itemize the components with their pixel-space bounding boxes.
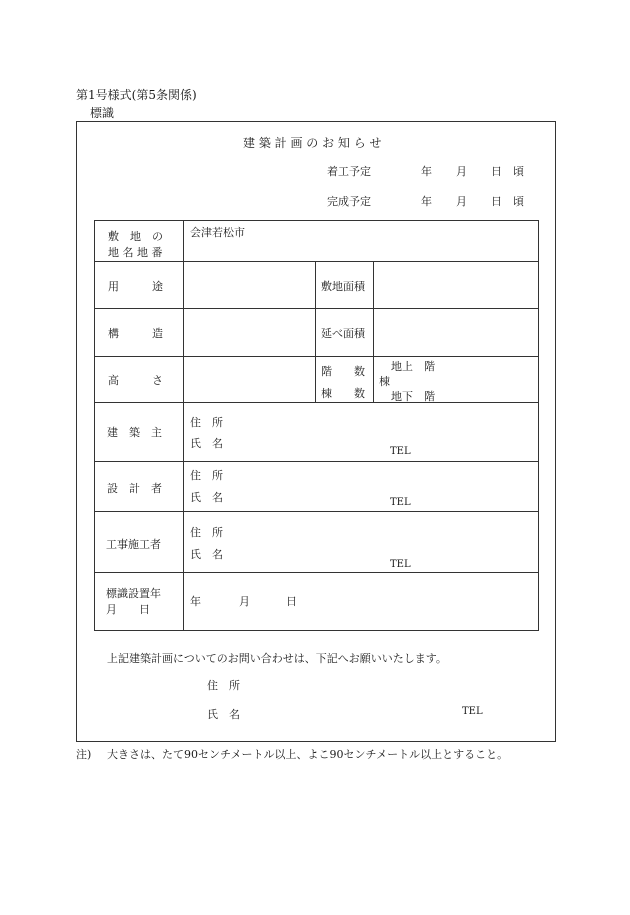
contractor-name-label: 氏 名	[190, 548, 223, 561]
designer-address-label: 住 所	[190, 469, 223, 482]
date-year: 年	[190, 595, 201, 608]
start-year: 年	[421, 165, 432, 178]
footnote-label: 注)	[76, 748, 92, 761]
contractor-label: 工事施工者	[106, 538, 161, 551]
table-row	[95, 512, 539, 573]
contact-tel-label: TEL	[462, 706, 483, 717]
contact-address-label: 住 所	[207, 679, 240, 692]
site-value-cell	[184, 221, 539, 262]
contact-name-label: 氏 名	[207, 708, 240, 721]
use-value-cell	[184, 262, 316, 309]
owner-tel-label: TEL	[390, 446, 411, 457]
info-table	[94, 220, 539, 631]
site-label-line2: 地 名 地 番	[108, 246, 163, 259]
designer-label: 設 計 者	[107, 482, 162, 495]
complete-label: 完成予定	[327, 195, 371, 208]
building-count: 棟	[379, 375, 390, 388]
date-month: 月	[239, 595, 250, 608]
footnote-text: 大きさは、たて90センチメートル以上、よこ90センチメートル以上とすること。	[107, 748, 509, 761]
sign-label: 標識	[90, 106, 115, 120]
form-number: 第1号様式(第5条関係)	[76, 88, 197, 102]
start-month: 月	[456, 165, 467, 178]
floors-label: 階 数	[321, 365, 365, 378]
floor-area-value-cell	[374, 309, 539, 357]
table-row	[95, 462, 539, 512]
site-area-value-cell	[374, 262, 539, 309]
site-area-label: 敷地面積	[321, 280, 365, 293]
complete-year: 年	[421, 195, 432, 208]
owner-address-label: 住 所	[190, 416, 223, 429]
table-row	[95, 262, 539, 309]
date-day: 日	[286, 595, 297, 608]
contractor-tel-label: TEL	[390, 559, 411, 570]
owner-name-label: 氏 名	[190, 437, 223, 450]
site-label-line1: 敷 地 の	[108, 230, 163, 243]
site-value: 会津若松市	[190, 226, 245, 239]
height-value-cell	[184, 357, 316, 403]
complete-day: 日 頃	[491, 195, 524, 208]
sign-title: 建 築 計 画 の お 知 ら せ	[243, 136, 382, 150]
date-label-line1: 標識設置年	[106, 587, 161, 600]
structure-label: 構 造	[108, 327, 163, 340]
table-row	[95, 309, 539, 357]
start-label: 着工予定	[327, 165, 371, 178]
floor-area-label: 延べ面積	[321, 327, 365, 340]
buildings-label: 棟 数	[321, 387, 365, 400]
designer-name-label: 氏 名	[190, 491, 223, 504]
table-row	[95, 357, 539, 403]
height-label: 高 さ	[108, 374, 163, 387]
table-row	[95, 221, 539, 262]
site-label-cell	[95, 221, 184, 262]
start-day: 日 頃	[491, 165, 524, 178]
above-ground: 地上 階	[391, 360, 435, 373]
below-ground: 地下 階	[391, 390, 435, 403]
contact-notice: 上記建築計画についてのお問い合わせは、下記へお願いいたします。	[107, 652, 447, 665]
table-row	[95, 403, 539, 462]
use-label: 用 途	[108, 280, 163, 293]
table-row	[95, 573, 539, 631]
contractor-address-label: 住 所	[190, 526, 223, 539]
owner-label: 建 築 主	[107, 426, 162, 439]
complete-month: 月	[456, 195, 467, 208]
date-label-line2: 月 日	[106, 603, 150, 616]
designer-tel-label: TEL	[390, 497, 411, 508]
structure-value-cell	[184, 309, 316, 357]
